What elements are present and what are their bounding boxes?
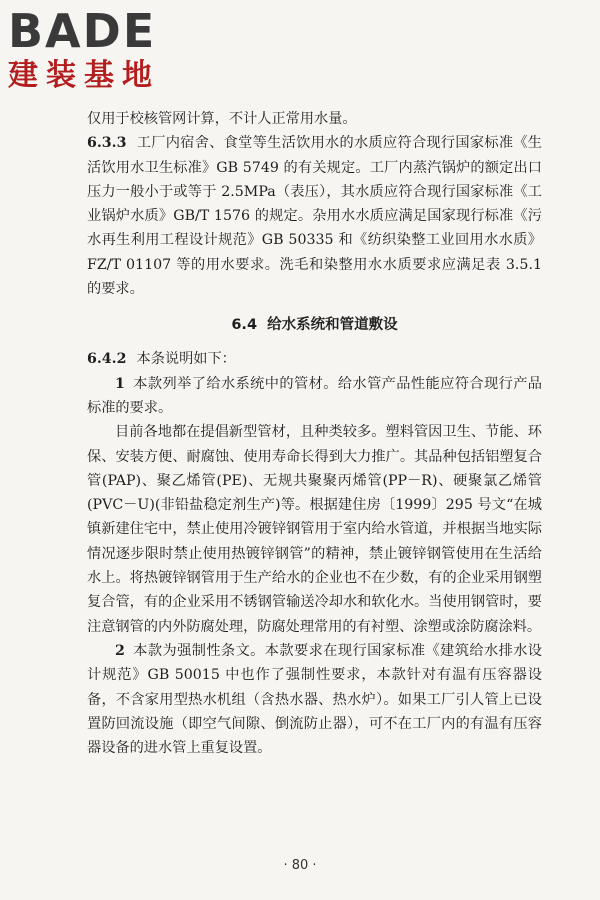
item-number: 1 <box>115 375 125 392</box>
section-title: 给水系统和管道敷设 <box>267 317 398 334</box>
clause-6-3-3 <box>87 131 542 301</box>
section-number: 6.4 <box>231 317 258 334</box>
clause-number: 6.4.2 <box>87 351 127 368</box>
logo-subtitle: 建装基地 <box>8 58 160 93</box>
item-1 <box>87 372 542 421</box>
clause-text: 本条说明如下： <box>136 351 236 368</box>
item-2 <box>87 639 542 760</box>
paragraph-continuation: 仅用于校核管网计算，不计人正常用水量。 <box>87 111 357 127</box>
logo-wordmark: BADE <box>8 4 157 58</box>
clause-number: 6.3.3 <box>87 135 127 152</box>
item-1-detail: 目前各地都在提倡新型管材，且种类较多。塑料管因卫生、节能、环保、安装方便、耐腐蚀、使用寿命长得到大力推广。其品种包括铝塑复合管(PAP)、聚乙烯管(PE)、无规共聚聚丙烯管(PP－R)、硬聚氯乙烯管(PVC－U)(非铅盐稳定剂生产)等。根据建住房〔1999〕295 号文“在城镇新建住宅中，禁止使用冷镀锌钢管用于室内给水管道，并根据当地实际情况逐步限时禁止使用热镀锌钢管”的精神，禁止镀锌钢管使用在生活给水上。将热镀锌钢管用于生产给水的企业也不在少数，有的企业采用钢塑复合管，有的企业采用不锈钢管输送冷却水和软化水。当使用钢管时，要注意钢管的内外防腐处理，防腐处理常用的有衬塑、涂塑或涂防腐涂料。 <box>87 424 542 635</box>
page-number: · 80 · <box>283 858 317 873</box>
document-body <box>87 107 542 760</box>
item-text: 本款为强制性条文。本款要求在现行国家标准《建筑给水排水设计规范》GB 50015 中也作了强制性要求，本款针对有温有压容器设备，不含家用型热水机组（含热水器、热水炉）。如果工厂引人管上已设置防回流设施（即空气间隙、倒流防止器），可不在工厂内的有温有压容器设备的进水管上重复设置。 <box>87 642 542 757</box>
clause-text: 工厂内宿舍、食堂等生活饮用水的水质应符合现行国家标准《生活饮用水卫生标准》GB 5749 的有关规定。工厂内蒸汽锅炉的额定出口压力一般小于或等于 2.5MPa（表压），其水质应符合现行国家标准《工业锅炉水质》GB/T 1576 的规定。杂用水水质应满足国家现行标准《污水再生利用工程设计规范》GB 50335 和《纺织染整工业回用水水质》FZ/T 01107 等的用水要求。洗毛和染整用水水质要求应满足表 3.5.1 的要求。 <box>87 135 542 298</box>
item-number: 2 <box>115 642 125 659</box>
clause-6-4-2 <box>87 347 542 371</box>
item-text: 本款列举了给水系统中的管材。给水管产品性能应符合现行产品标准的要求。 <box>87 375 542 416</box>
bade-logo <box>8 6 208 94</box>
section-heading <box>87 313 542 337</box>
